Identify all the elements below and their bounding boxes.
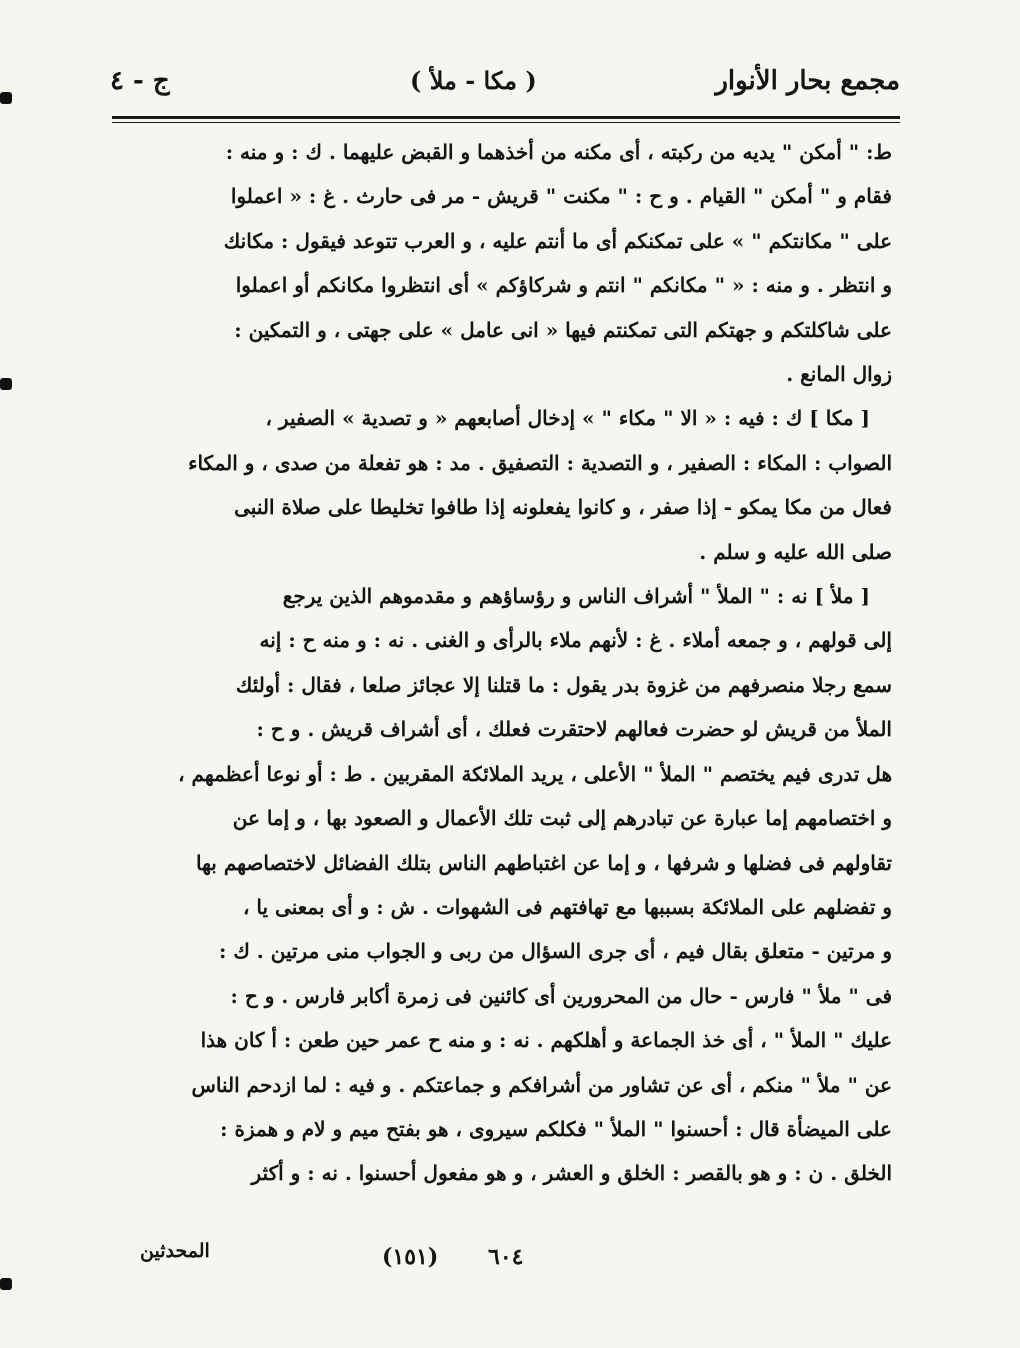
header-rule-thin [112, 122, 900, 123]
text-line: فى " ملأ " فارس - حال من المحرورين أى كائنين فى زمرة أكابر فارس . و ح : [230, 983, 892, 1008]
volume-number: ج - ٤ [110, 66, 170, 96]
text-line: عليك " الملأ " ، أى خذ الجماعة و أهلكهم . نه : و منه ح عمر حين طعن : أ كان هذا [200, 1028, 892, 1053]
text-line: تقاولهم فى فضلها و شرفها ، و إما عن اغتباطهم الناس بتلك الفضائل لاختصاصهم بها [195, 850, 892, 875]
text-line: سمع رجلا منصرفهم من غزوة بدر يقول : ما قتلنا إلا عجائز صلعا ، فقال : أولئك [235, 672, 892, 697]
text-line: على " مكانتكم " » على تمكنكم أى ما أنتم عليه ، و العرب تتوعد فيقول : مكانك [223, 228, 892, 253]
scan-margin-mark [0, 1278, 12, 1290]
scan-margin-mark [0, 378, 12, 390]
text-line: الصواب : المكاء : الصفير ، و التصدية : التصفيق . مد : هو تفعلة من صدى ، و المكاء [188, 450, 892, 475]
text-line: فعال من مكا يمكو - إذا صفر ، و كانوا يفعلونه إذا طافوا تخليطا على صلاة النبى [234, 495, 892, 520]
entry-heading-line: [ ملأ ] نه : " الملأ " أشراف الناس و رؤساؤهم و مقدموهم الذين يرجع [282, 584, 870, 609]
text-line: و اختصامهم إما عبارة عن تبادرهم إلى ثبت تلك الأعمال و الصعود بها ، و إما عن [232, 806, 892, 831]
entry-heading-line: [ مكا ] ك : فيه : « الا " مكاء " » إدخال أصابعهم « و تصدية » الصفير ، [265, 406, 870, 431]
text-line: صلى الله عليه و سلم . [699, 539, 892, 564]
text-line: على شاكلتكم و جهتكم التى تمكنتم فيها « انى عامل » على جهتى ، و التمكين : [234, 317, 892, 342]
text-line: الخلق . ن : و هو بالقصر : الخلق و العشر ، و هو مفعول أحسنوا . نه : و أكثر [251, 1161, 892, 1186]
main-text [118, 130, 892, 1196]
text-line: الملأ من قريش لو حضرت فعالهم لاحتقرت فعلك ، أى أشراف قريش . و ح : [256, 717, 892, 742]
text-line: و مرتين - متعلق بقال فيم ، أى جرى السؤال من ربى و الجواب منى مرتين . ك : [219, 939, 892, 964]
page-footer [100, 1240, 900, 1280]
page-header [110, 62, 900, 110]
text-line: و انتظر . و منه : « " مكانكم " انتم و شركاؤكم » أى انتظروا مكانكم أو اعملوا [235, 273, 892, 298]
text-line: على الميضأة قال : أحسنوا " الملأ " فكلكم سيروى ، هو بفتح ميم و لام و همزة : [220, 1116, 892, 1141]
text-line: و تفضلهم على الملائكة بسببها مع تهافتهم فى الشهوات . ش : و أى بمعنى يا ، [243, 894, 892, 919]
header-rule-thick [112, 116, 900, 119]
book-title: مجمع بحار الأنوار [715, 66, 900, 96]
text-line: ط: " أمكن " يديه من ركبته ، أى مكنه من أخذهما و القبض عليهما . ك : و منه : [225, 140, 892, 164]
page-number: ٦٠٤ [488, 1244, 524, 1270]
signature-number: (١٥١) [382, 1244, 439, 1270]
text-line: زوال المانع . [786, 362, 892, 387]
text-line: هل تدرى فيم يختصم " الملأ " الأعلى ، يريد الملائكة المقربين . ط : أو نوعا أعظمهم ، [178, 761, 892, 786]
text-line: عن " ملأ " منكم ، أى عن تشاور من أشرافكم و جماعتكم . و فيه : لما ازدحم الناس [191, 1072, 892, 1097]
text-line: إلى قولهم ، و جمعه أملاء . غ : لأنهم ملاء بالرأى و الغنى . نه : و منه ح : إنه [259, 628, 892, 653]
text-line: فقام و " أمكن " القيام . و ح : " مكنت " قريش - مر فى حارث . غ : « اعملوا [230, 184, 892, 209]
section-range: ( مكا - ملأ ) [410, 66, 537, 95]
scan-margin-mark [0, 92, 12, 104]
publisher-signature: المحدثين [140, 1240, 210, 1262]
